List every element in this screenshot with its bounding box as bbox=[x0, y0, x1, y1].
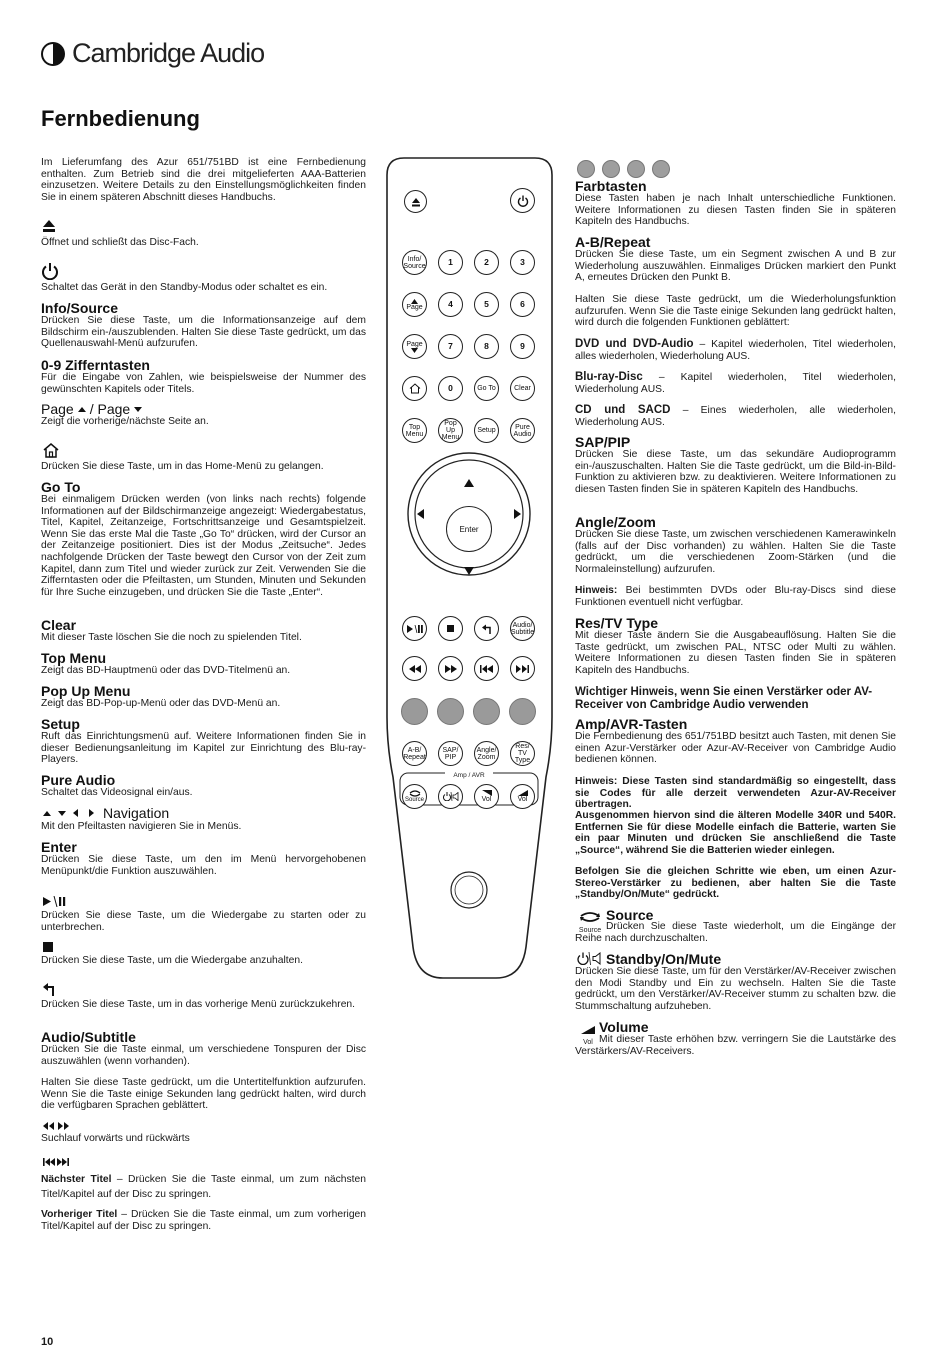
stop-text: Drücken Sie diese Taste, um die Wiedergabe anzuhalten. bbox=[41, 955, 303, 966]
info-source-text: Drücken Sie diese Taste, um die Informationsanzeige auf dem Bildschirm ein-/auszublenden. Halten Sie diese Taste gedrückt, um das Quellenauswahl-Menü aufzurufen. bbox=[41, 315, 366, 350]
remote-previous-button bbox=[474, 656, 499, 681]
remote-home-button bbox=[402, 376, 427, 401]
cd-bold: CD und SACD bbox=[575, 404, 671, 416]
color-buttons-illustration bbox=[577, 160, 670, 178]
remote-source-button bbox=[402, 784, 427, 809]
brand-logo bbox=[40, 38, 264, 69]
res-tv-text: Mit dieser Taste ändern Sie die Ausgabeauflösung. Halten Sie die Taste gedrückt, um zwischen PAL, NTSC oder Multi zu wählen. Weitere Informationen zu diesen Tasten finden Sie in späteren Kapiteln des Handbuchs. bbox=[575, 630, 896, 676]
remote-digit-8: 8 bbox=[474, 334, 499, 359]
remote-amp-avr-label: Amp / AVR bbox=[445, 772, 493, 779]
cambridge-audio-logo-icon bbox=[40, 41, 66, 67]
amp-avr-text: Die Fernbedienung des 651/751BD besitzt auch Tasten, mit denen Sie einen Azur-Verstärker oder Azur-AV-Receiver von Cambridge Audio bedienen können. bbox=[575, 731, 896, 766]
ab-repeat-text-1: Drücken Sie diese Taste, um ein Segment zwischen A und B zur Wiederholung auszuwählen. Einmaliges Drücken markiert den Punkt A, erneutes Drücken den Punkt B. bbox=[575, 249, 896, 284]
remote-digit-4: 4 bbox=[438, 292, 463, 317]
page-heading bbox=[41, 401, 143, 417]
standby-text: Schaltet das Gerät in den Standby-Modus oder schaltet es ein. bbox=[41, 282, 328, 293]
setup-text: Ruft das Einrichtungsmenü auf. Weitere Informationen finden Sie in dieser Bedienungsanleitung im Kapitel zur Einrichtung des Blu-ray-Players. bbox=[41, 731, 366, 766]
amp-note-1: Hinweis: Diese Tasten sind standardmäßig so eingestellt, dass sie Codes für alle derzeit verwendeten Azur-AV-Receiver übertragen. bbox=[575, 776, 896, 811]
remote-page-down-button bbox=[402, 334, 427, 359]
remote-res-tv-type-button: Res/ TV Type bbox=[510, 741, 535, 766]
intro-text: Im Lieferumfang des Azur 651/751BD ist eine Fernbedienung enthalten. Zum Betrieb sind die drei mitgelieferten AAA-Batterien einzusetzen. Weitere Details zu den Einstellungsmöglichkeiten finden Sie in einem späteren Abschnitt dieses Handbuchs. bbox=[41, 157, 366, 203]
bluray-bold: Blu-ray-Disc bbox=[575, 371, 643, 383]
color-buttons-heading: Farbtasten bbox=[575, 178, 647, 194]
info-source-heading: Info/Source bbox=[41, 300, 119, 316]
dvd-bold: DVD und DVD-Audio bbox=[575, 338, 694, 350]
vol-down-label: Vol bbox=[481, 796, 492, 803]
remote-next-button bbox=[510, 656, 535, 681]
source-label: Source bbox=[404, 796, 424, 803]
color-dot-1 bbox=[577, 160, 595, 178]
remote-play-pause-button bbox=[402, 616, 427, 641]
ab-repeat-heading: A-B/Repeat bbox=[575, 234, 651, 250]
amp-note-3: Befolgen Sie die gleichen Schritte wie eben, um einen Azur-Stereo-Verstärker zu bedienen, aber halten Sie die Taste „Standby/On/Mute“ gedrückt. bbox=[575, 866, 896, 901]
sap-pip-text: Drücken Sie diese Taste, um das sekundäre Audioprogramm ein-/auszuschalten. Halten Sie die Taste gedrückt, um die Bild-in-Bild-Funktion zu aktivieren bzw. zu deaktivieren. Weitere Informationen zu diesen Tasten finden Sie in späteren Kapiteln des Handbuchs. bbox=[575, 449, 896, 495]
remote-digit-2: 2 bbox=[474, 250, 499, 275]
next-title-text bbox=[41, 1172, 366, 1202]
remote-top-menu-button: Top Menu bbox=[402, 418, 427, 443]
cd-desc: – Eines wiederholen, alle wiederholen, Wiederholung AUS. bbox=[575, 405, 896, 428]
remote-info-button: Info/ Source bbox=[402, 250, 427, 275]
digits-text: Für die Eingabe von Zahlen, wie beispielsweise der Nummer des gewünschten Kapitels oder Titels. bbox=[41, 372, 366, 395]
remote-clear-button: Clear bbox=[510, 376, 535, 401]
top-menu-heading: Top Menu bbox=[41, 650, 107, 666]
enter-heading: Enter bbox=[41, 839, 77, 855]
remote-rewind-button bbox=[402, 656, 427, 681]
arrow-down-icon bbox=[133, 406, 143, 413]
volume-heading: Volume bbox=[599, 1019, 649, 1035]
remote-setup-button: Setup bbox=[474, 418, 499, 443]
ab-repeat-text-2: Halten Sie diese Taste gedrückt, um die Wiederholungsfunktion aufzurufen. Wenn Sie die Taste einige Sekunden lang gedrückt halten, wird durch die folgenden Funktionen geblättert: bbox=[575, 294, 896, 329]
audio-subtitle-heading: Audio/Subtitle bbox=[41, 1029, 136, 1045]
rewind-icon bbox=[409, 665, 421, 673]
navigation-arrows-icon bbox=[41, 808, 99, 818]
remote-eject-button bbox=[404, 190, 427, 213]
arrow-up-icon bbox=[77, 406, 87, 413]
remote-color-button-3 bbox=[473, 698, 500, 725]
page-up-label: Page bbox=[406, 303, 423, 311]
color-dot-2 bbox=[602, 160, 620, 178]
goto-text: Bei einmaligem Drücken werden (von links nach rechts) folgende Informationen auf der Bildschirmanzeige angezeigt: Wiedergabestatus, Titel, Kapitel, Zeitanzeige, Fortschrittsanzeige und Gesamtspielzeit. Wenn Sie das erste Mal die Taste „Go To“ drücken, wird der Cursor an der Zeitanzeige positioniert. Dies ist der Modus „Zeitsuche“. Jedes nachfolgende Drücken der Taste bewegt den Cursor von der Zeit zum Kapitel, dann zum Titel und wieder zurück zur Zeit. Verwenden Sie die Zifferntasten oder die Pfeiltasten, um Stunden, Minuten und Sekunden für Ihre Suche einzugeben, und drücken Sie die Taste „Enter“. bbox=[41, 494, 366, 598]
amp-note-2: Ausgenommen hiervon sind die älteren Modelle 340R und 540R. Entfernen Sie für diese Modelle einfach die Batterie, warten Sie ein paar Minuten und drücken Sie anschließend die Taste „Source“, während Sie die Batterien wieder einlegen. bbox=[575, 810, 896, 856]
home-icon bbox=[409, 383, 421, 394]
remote-goto-button: Go To bbox=[474, 376, 499, 401]
remote-color-button-4 bbox=[509, 698, 536, 725]
navigation-heading bbox=[41, 805, 169, 821]
source-heading: Source bbox=[606, 907, 654, 923]
remote-popup-menu-button: Pop Up Menu bbox=[438, 418, 463, 443]
remote-power-button bbox=[510, 188, 535, 213]
search-rewind-forward-icon bbox=[42, 1121, 70, 1131]
remote-volume-up-button bbox=[510, 784, 535, 809]
clear-heading: Clear bbox=[41, 617, 77, 633]
color-dot-4 bbox=[652, 160, 670, 178]
arrow-down-icon bbox=[411, 348, 418, 353]
dvd-repeat-text bbox=[575, 338, 896, 363]
stop-icon bbox=[447, 625, 454, 632]
popup-text: Zeigt das BD-Pop-up-Menü oder das DVD-Menü an. bbox=[41, 698, 281, 709]
audio-subtitle-text-2: Halten Sie diese Taste gedrückt, um die Untertitelfunktion aufzurufen. Wenn Sie die Taste einige Sekunden lang gedrückt halten, wird durch die verfügbaren Sprachen geblättert. bbox=[41, 1077, 366, 1112]
volume-icon-label: Vol bbox=[583, 1039, 593, 1046]
source-cycle-icon bbox=[409, 790, 421, 797]
search-text: Suchlauf vorwärts und rückwärts bbox=[41, 1133, 190, 1144]
play-pause-text: Drücken Sie diese Taste, um die Wiedergabe zu starten oder zu unterbrechen. bbox=[41, 910, 366, 933]
goto-heading: Go To bbox=[41, 479, 81, 495]
skip-previous-icon bbox=[480, 665, 493, 673]
standby-mute-icon bbox=[577, 952, 605, 965]
remote-digit-5: 5 bbox=[474, 292, 499, 317]
remote-page-up-button bbox=[402, 292, 427, 317]
audio-subtitle-text-1: Drücken Sie die Taste einmal, um verschiedene Tonspuren der Disc auszuwählen (wenn vorhanden). bbox=[41, 1044, 366, 1067]
play-pause-icon bbox=[407, 625, 423, 633]
page-heading-part1: Page bbox=[41, 401, 74, 417]
remote-standby-mute-button bbox=[438, 784, 463, 809]
eject-icon bbox=[42, 219, 56, 233]
prev-title-desc: – Drücken Sie die Taste einmal, um zum vorherigen Titel/Kapitel auf der Disc zu springen. bbox=[41, 1209, 367, 1232]
top-menu-text: Zeigt das BD-Hauptmenü oder das DVD-Titelmenü an. bbox=[41, 665, 291, 676]
remote-digit-9: 9 bbox=[510, 334, 535, 359]
source-text: Drücken Sie diese Taste wiederholt, um die Eingänge der Reihe nach durchzuschalten. bbox=[575, 921, 896, 944]
color-buttons-text: Diese Tasten haben je nach Inhalt unterschiedliche Funktionen. Weitere Informationen zu diesen Tasten finden Sie in späteren Kapiteln des Handbuchs. bbox=[575, 193, 896, 228]
pure-audio-heading: Pure Audio bbox=[41, 772, 116, 788]
bluray-desc: – Kapitel wiederholen, Titel wiederholen, Wiederholung AUS. bbox=[575, 372, 896, 395]
remote-angle-zoom-button: Angle/ Zoom bbox=[474, 741, 499, 766]
return-icon bbox=[482, 624, 492, 634]
remote-enter-button: Enter bbox=[446, 506, 492, 552]
remote-digit-3: 3 bbox=[510, 250, 535, 275]
return-text: Drücken Sie diese Taste, um in das vorherige Menü zurückzukehren. bbox=[41, 999, 356, 1010]
remote-sap-pip-button: SAP/ PIP bbox=[438, 741, 463, 766]
color-dot-3 bbox=[627, 160, 645, 178]
remote-digit-1: 1 bbox=[438, 250, 463, 275]
page-heading-part2: / Page bbox=[89, 401, 131, 417]
return-icon bbox=[42, 982, 56, 996]
page-title: Fernbedienung bbox=[41, 106, 200, 131]
skip-prev-next-icon bbox=[42, 1157, 70, 1167]
important-note-heading: Wichtiger Hinweis, wenn Sie einen Verstärker oder AV-Receiver von Cambridge Audio verwenden bbox=[575, 686, 873, 711]
enter-text: Drücken Sie diese Taste, um den im Menü hervorgehobenen Menüpunkt/die Funktion auszuwählen. bbox=[41, 854, 366, 877]
brand-name: Cambridge Audio bbox=[72, 38, 265, 68]
volume-icon bbox=[581, 1026, 595, 1034]
navigation-text: Mit den Pfeiltasten navigieren Sie in Menüs. bbox=[41, 821, 242, 832]
standby-on-mute-text: Drücken Sie diese Taste, um für den Verstärker/AV-Receiver zwischen den Modi Standby und Ein zu wechseln. Halten Sie die Taste gedrückt, um den Verstärker/AV-Receiver stumm zu schalten bzw. die Stummschaltung aufzuheben. bbox=[575, 966, 896, 1012]
remote-digit-7: 7 bbox=[438, 334, 463, 359]
remote-digit-6: 6 bbox=[510, 292, 535, 317]
remote-volume-down-button bbox=[474, 784, 499, 809]
prev-title-text bbox=[41, 1209, 366, 1232]
vol-up-label: Vol bbox=[517, 796, 528, 803]
remote-body bbox=[386, 157, 553, 980]
angle-zoom-text: Drücken Sie diese Taste, um zwischen verschiedenen Kamerawinkeln (falls auf der Disc vorhanden) zu wählen. Halten Sie die Taste gedrückt, um die verschiedenen Zoom-Stärken (und die Normaleinstellung) aufzurufen. bbox=[575, 529, 896, 575]
sap-pip-heading: SAP/PIP bbox=[575, 434, 631, 450]
remote-color-button-2 bbox=[437, 698, 464, 725]
remote-stop-button bbox=[438, 616, 463, 641]
next-title-bold: Nächster Titel bbox=[41, 1174, 112, 1185]
remote-color-button-1 bbox=[401, 698, 428, 725]
remote-audio-subtitle-button: Audio/ Subtitle bbox=[510, 616, 535, 641]
setup-heading: Setup bbox=[41, 716, 80, 732]
source-icon-label: Source bbox=[578, 927, 602, 934]
skip-next-icon bbox=[516, 665, 529, 673]
amp-avr-heading: Amp/AVR-Tasten bbox=[575, 716, 688, 732]
pure-audio-text: Schaltet das Videosignal ein/aus. bbox=[41, 787, 193, 798]
remote-forward-button bbox=[438, 656, 463, 681]
power-mute-icon bbox=[443, 792, 459, 801]
eject-icon bbox=[411, 197, 421, 207]
res-tv-heading: Res/TV Type bbox=[575, 615, 658, 631]
volume-text: Mit dieser Taste erhöhen bzw. verringern Sie die Lautstärke des Verstärkers/AV-Receivers. bbox=[575, 1034, 896, 1057]
prev-title-bold: Vorheriger Titel bbox=[41, 1209, 118, 1220]
angle-note-bold: Hinweis: bbox=[575, 585, 618, 596]
remote-pure-audio-button: Pure Audio bbox=[510, 418, 535, 443]
power-icon bbox=[517, 195, 529, 207]
play-pause-icon bbox=[42, 896, 66, 907]
digits-heading: 0-9 Zifferntasten bbox=[41, 357, 150, 373]
angle-zoom-heading: Angle/Zoom bbox=[575, 514, 656, 530]
cd-repeat-text bbox=[575, 404, 896, 429]
navigation-heading-label: Navigation bbox=[103, 805, 170, 821]
remote-ab-repeat-button: A-B/ Repeat bbox=[402, 741, 427, 766]
fast-forward-icon bbox=[445, 665, 457, 673]
popup-heading: Pop Up Menu bbox=[41, 683, 131, 699]
eject-text: Öffnet und schließt das Disc-Fach. bbox=[41, 237, 199, 248]
home-text: Drücken Sie diese Taste, um in das Home-Menü zu gelangen. bbox=[41, 461, 324, 472]
dvd-desc: – Kapitel wiederholen, Titel wiederholen, alles wiederholen, Wiederholung AUS. bbox=[575, 339, 896, 362]
next-title-desc: – Drücken Sie die Taste einmal, um zum nächsten Titel/Kapitel auf der Disc zu springen. bbox=[41, 1174, 366, 1200]
angle-note-desc: Bei bestimmten DVDs oder Blu-ray-Discs sind diese Funktionen eventuell nicht verfügbar. bbox=[575, 585, 896, 608]
remote-return-button bbox=[474, 616, 499, 641]
standby-on-mute-heading: Standby/On/Mute bbox=[606, 951, 722, 967]
power-icon bbox=[41, 262, 59, 280]
stop-icon bbox=[43, 942, 53, 952]
bluray-repeat-text bbox=[575, 371, 896, 396]
page-down-label: Page bbox=[406, 340, 423, 348]
page-text: Zeigt die vorherige/nächste Seite an. bbox=[41, 416, 209, 427]
page-number: 10 bbox=[41, 1336, 54, 1348]
remote-digit-0: 0 bbox=[438, 376, 463, 401]
angle-note-text bbox=[575, 585, 896, 608]
clear-text: Mit dieser Taste löschen Sie die noch zu spielenden Titel. bbox=[41, 632, 302, 643]
home-icon bbox=[42, 442, 60, 458]
